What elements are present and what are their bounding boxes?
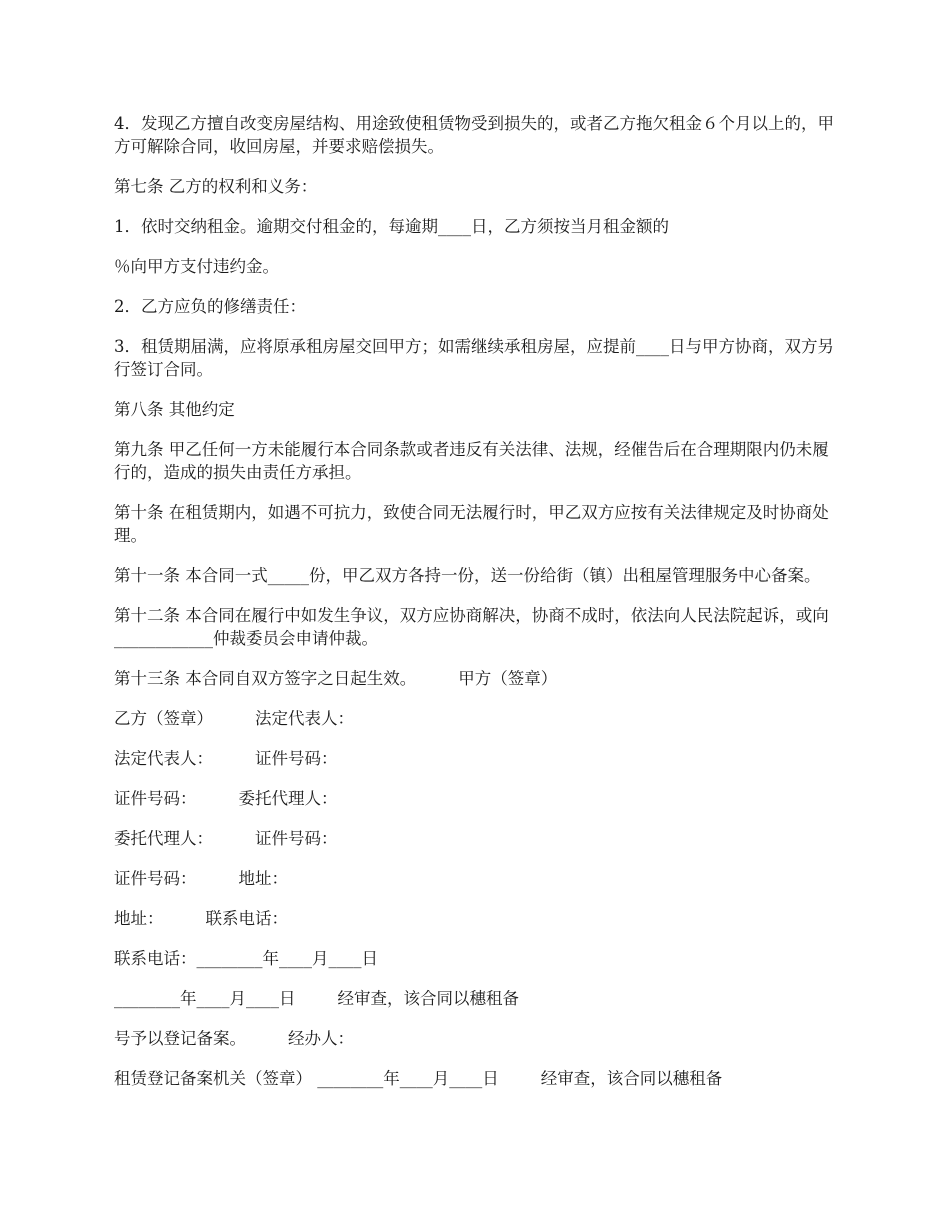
article-13: 第十三条 本合同自双方签字之日起生效。 甲方（签章） <box>114 669 558 688</box>
date-line: ________年____月____日 经审查，该合同以穗租备 <box>114 989 519 1008</box>
document-body <box>114 112 834 1107</box>
signature-line: 证件号码： 委托代理人： <box>114 789 338 808</box>
date-line: 联系电话：________年____月____日 <box>114 949 378 968</box>
article-10: 第十条 在租赁期内，如遇不可抗力，致使合同无法履行时，甲乙双方应按有关法律规定及时协商处理。 <box>114 503 829 545</box>
article-11: 第十一条 本合同一式_____份，甲乙双方各持一份，送一份给街（镇）出租屋管理服务中心备案。 <box>114 566 821 585</box>
clause-6-item-4: 4．发现乙方擅自改变房屋结构、用途致使租赁物受到损失的，或者乙方拖欠租金６个月以上的，甲方可解除合同，收回房屋，并要求赔偿损失。 <box>114 114 834 156</box>
article-9: 第九条 甲乙任何一方未能履行本合同条款或者违反有关法律、法规，经催告后在合理期限内仍未履行的，造成的损失由责任方承担。 <box>114 440 829 482</box>
article-12: 第十二条 本合同在履行中如发生争议，双方应协商解决，协商不成时，依法向人民法院起诉，或向____________仲裁委员会申请仲裁。 <box>114 606 829 648</box>
signature-line: 证件号码： 地址： <box>114 869 288 888</box>
registration-authority-line: 租赁登记备案机关（签章） ________年____月____日 经审查，该合同以穗租备 <box>114 1069 723 1088</box>
article-8: 第八条 其他约定 <box>114 400 235 419</box>
signature-line: 乙方（签章） 法定代表人： <box>114 709 354 728</box>
article-7-item-1: 1．依时交纳租金。逾期交付租金的，每逾期____日，乙方须按当月租金额的 <box>114 217 669 236</box>
article-7-item-1-cont: ％向甲方支付违约金。 <box>114 257 279 276</box>
article-7-item-3: 3．租赁期届满，应将原承租房屋交回甲方；如需继续承租房屋，应提前____日与甲方协商，双方另行签订合同。 <box>114 337 834 379</box>
signature-line: 法定代表人： 证件号码： <box>114 749 338 768</box>
signature-line: 委托代理人： 证件号码： <box>114 829 338 848</box>
signature-line: 地址： 联系电话： <box>114 909 288 928</box>
article-7-item-2: 2．乙方应负的修缮责任： <box>114 297 306 316</box>
registration-line: 号予以登记备案。 经办人： <box>114 1029 354 1048</box>
article-7-heading: 第七条 乙方的权利和义务： <box>114 177 318 196</box>
